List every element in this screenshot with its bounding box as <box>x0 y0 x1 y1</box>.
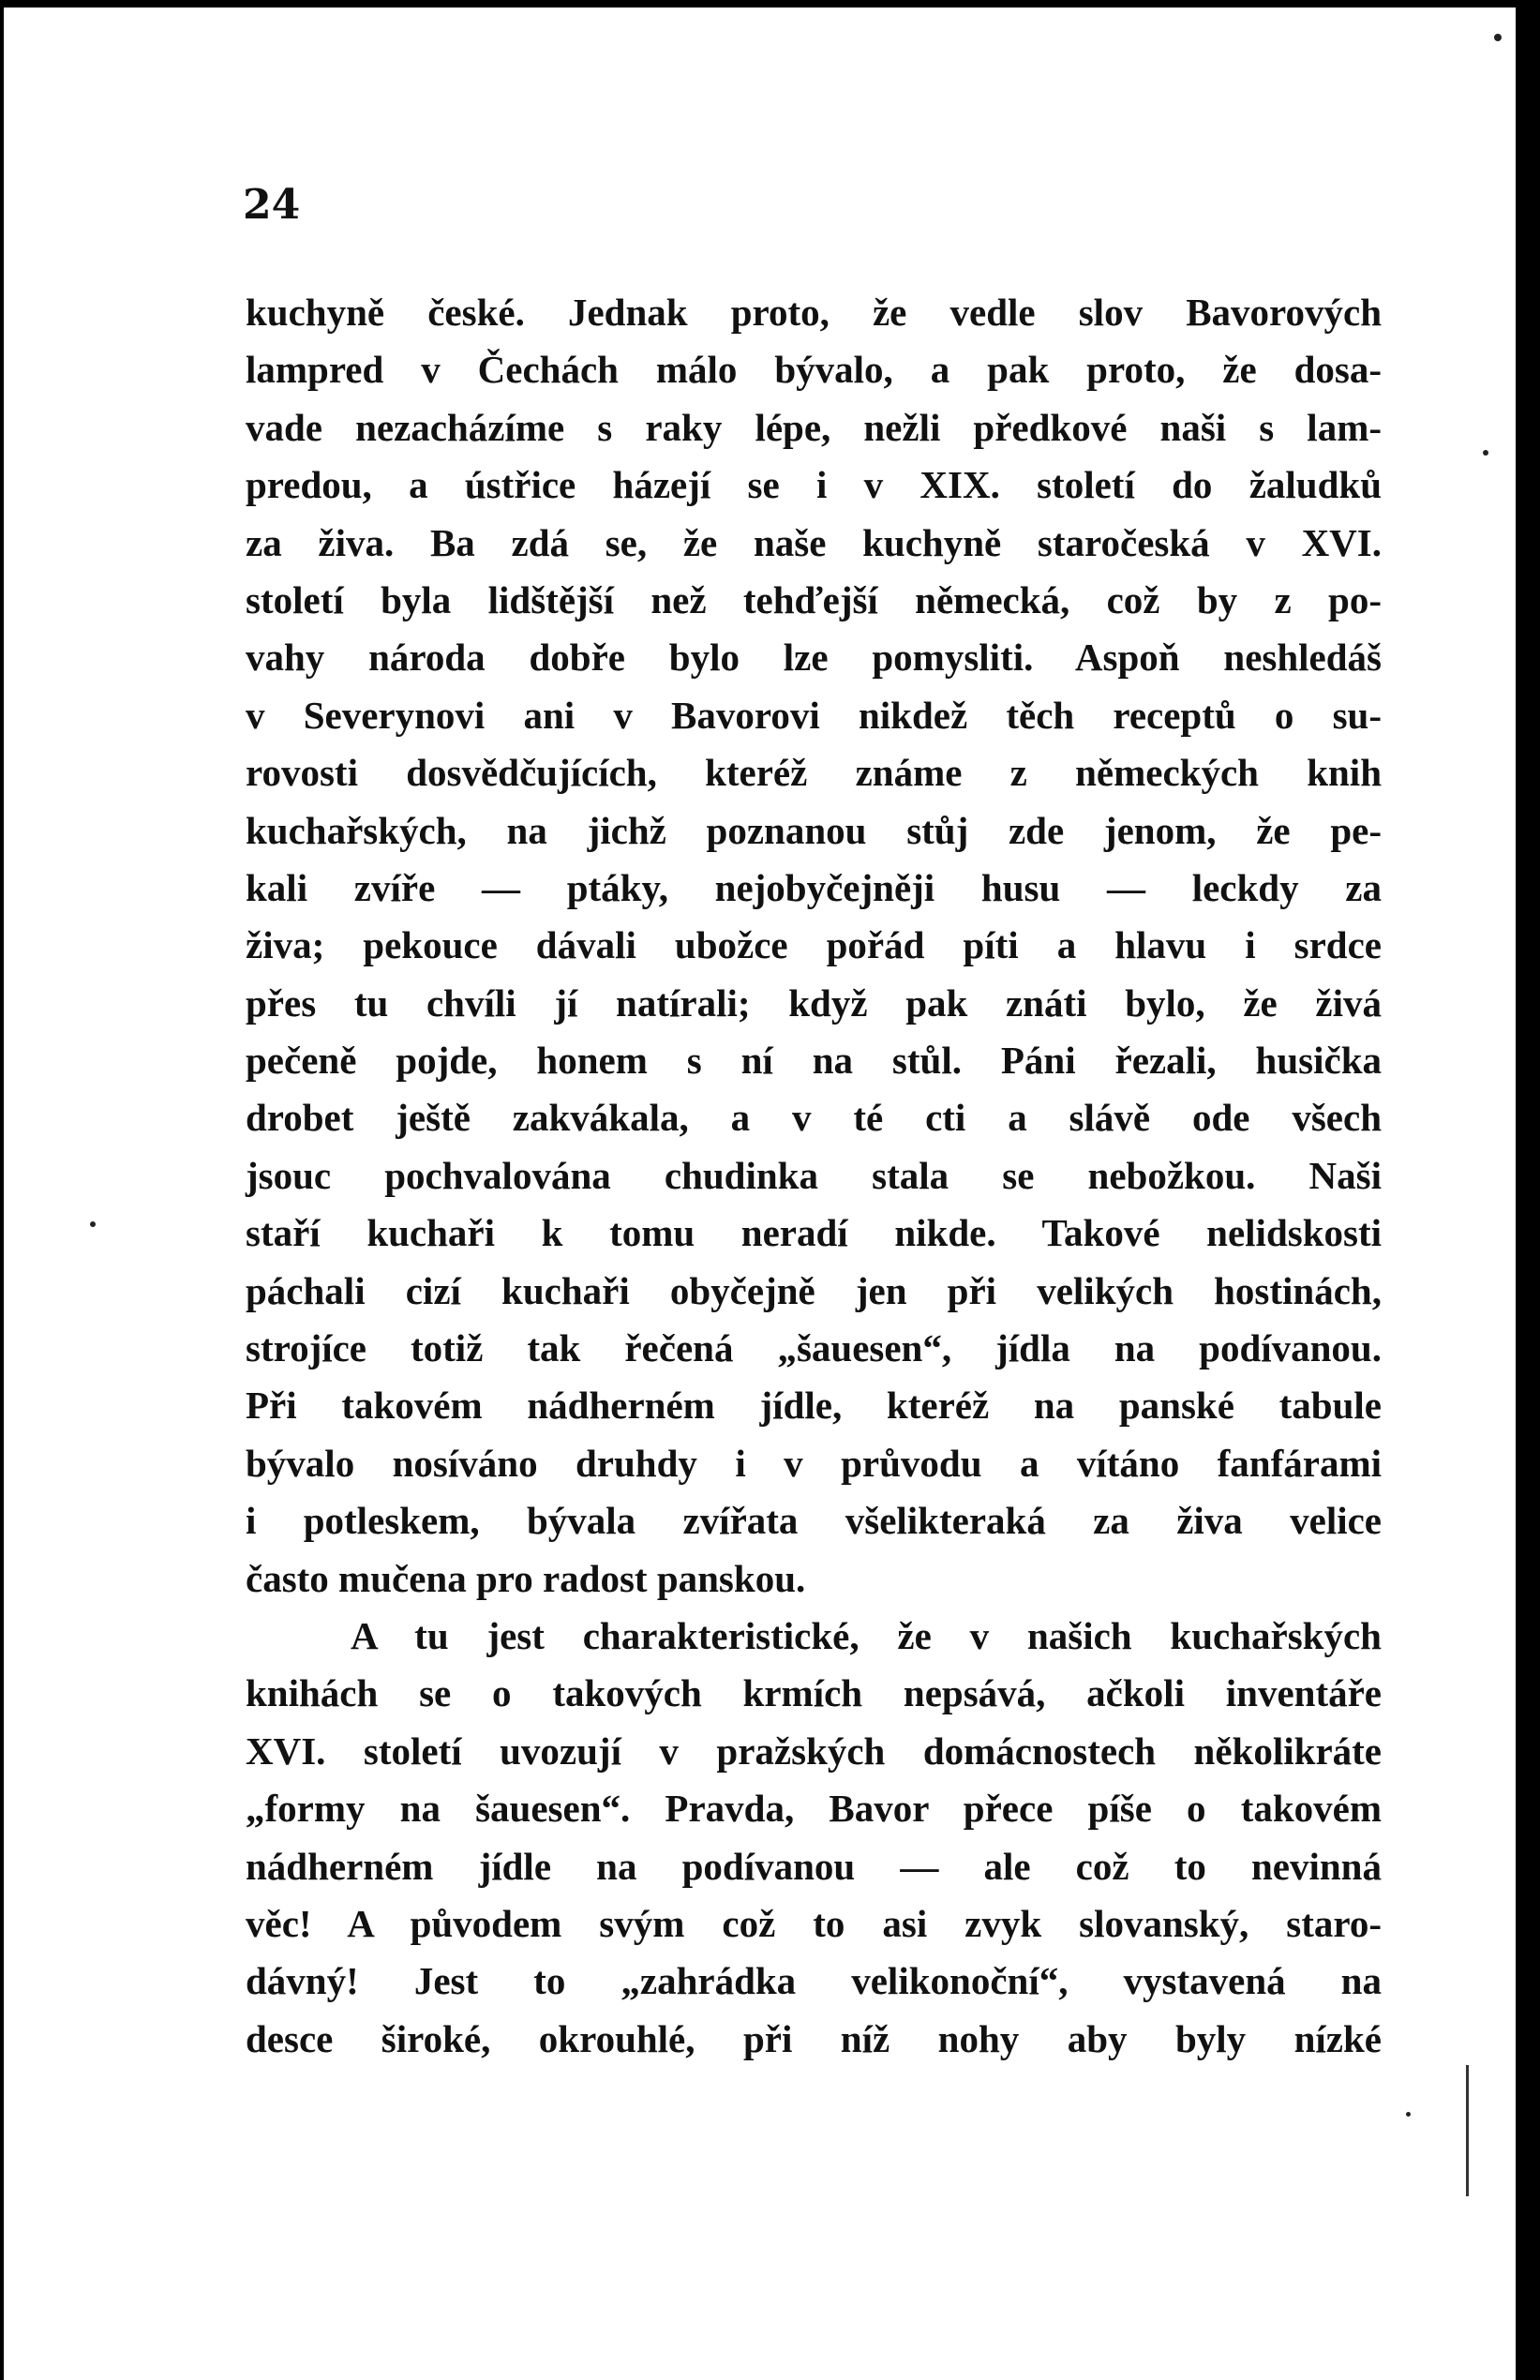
text-line: Při takovém nádherném jídle, kteréž na panské tabule <box>246 1384 1382 1428</box>
text-line: vade nezacházíme s raky lépe, nežli předkové naši s lam- <box>246 405 1382 449</box>
paragraph-2 <box>246 1608 1382 2068</box>
text-line: drobet ještě zakvákala, a v té cti a slávě ode všech <box>246 1096 1382 1140</box>
text-line: bývalo nosíváno druhdy i v průvodu a vítáno fanfárami <box>246 1441 1382 1485</box>
text-line: kuchařských, na jichž poznanou stůj zde jenom, že pe- <box>246 808 1382 852</box>
text-line: XVI. století uvozují v pražských domácnostech několikráte <box>246 1729 1382 1773</box>
scan-edge-line <box>1466 2065 1469 2196</box>
text-line: nádherném jídle na podívanou — ale což to nevinná <box>246 1844 1382 1888</box>
text-line: strojíce totiž tak řečená „šauesen“, jídla na podívanou. <box>246 1326 1382 1370</box>
text-line: za živa. Ba zdá se, že naše kuchyně staročeská v XVI. <box>246 520 1382 564</box>
body-text <box>246 284 1382 2068</box>
text-line: knihách se o takových krmích nepsává, ačkoli inventáře <box>246 1671 1382 1715</box>
scan-speck <box>1406 2112 1411 2117</box>
text-line: predou, a ústřice házejí se i v XIX. století do žaludků <box>246 463 1382 507</box>
text-line: živa; pekouce dávali ubožce pořád píti a hlavu i srdce <box>246 923 1382 967</box>
text-line: přes tu chvíli jí natírali; když pak znáti bylo, že živá <box>246 980 1382 1025</box>
scan-speck <box>1494 34 1502 41</box>
text-line: i potleskem, bývala zvířata všelikteraká za živa velice <box>246 1499 1382 1543</box>
text-line: A tu jest charakteristické, že v našich kuchařských <box>351 1613 1382 1657</box>
text-line: dávný! Jest to „zahrádka velikonoční“, vystavená na <box>246 1959 1382 2003</box>
text-line: kali zvíře — ptáky, nejobyčejněji husu — leckdy za <box>246 865 1382 909</box>
text-line: staří kuchaři k tomu neradí nikde. Takové nelidskosti <box>246 1211 1382 1255</box>
text-line: kuchyně české. Jednak proto, že vedle slov Bavorových <box>246 291 1382 334</box>
text-line: často mučena pro radost panskou. <box>246 1556 806 1600</box>
text-line: v Severynovi ani v Bavorovi nikdež těch receptů o su- <box>246 693 1382 737</box>
text-line: páchali cizí kuchaři obyčejně jen při velikých hostinách, <box>246 1268 1382 1312</box>
text-line: „formy na šauesen“. Pravda, Bavor přece píše o takovém <box>246 1787 1382 1831</box>
text-line: rovosti dosvědčujících, kteréž známe z německých knih <box>246 751 1382 795</box>
paragraph-1 <box>246 284 1382 1608</box>
text-line: lampred v Čechách málo bývalo, a pak proto, že dosa- <box>246 348 1382 392</box>
scan-speck <box>1483 450 1488 456</box>
text-line: jsouc pochvalována chudinka stala se nebožkou. Naši <box>246 1153 1382 1197</box>
text-line: vahy národa dobře bylo lze pomysliti. Aspoň neshledáš <box>246 636 1382 680</box>
text-line: desce široké, okrouhlé, při níž nohy aby byly nízké <box>246 2016 1382 2060</box>
text-line: věc! A původem svým což to asi zvyk slovanský, staro- <box>246 1901 1382 1945</box>
scan-speck <box>90 1221 96 1227</box>
text-line: století byla lidštější než tehďejší německá, což by z po- <box>246 577 1382 621</box>
page-number: 24 <box>243 181 301 229</box>
text-line: pečeně pojde, honem s ní na stůl. Páni řezali, husička <box>246 1039 1382 1083</box>
